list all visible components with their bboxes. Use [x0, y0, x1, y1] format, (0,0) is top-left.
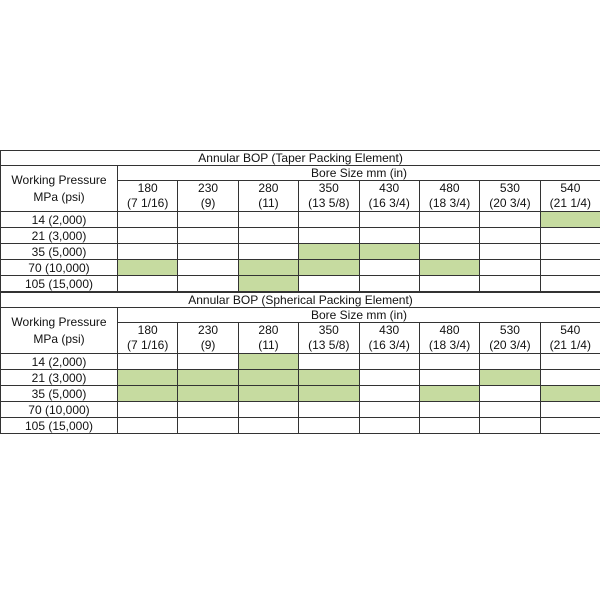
available-cell — [118, 370, 178, 386]
table-row — [1, 260, 600, 276]
empty-cell — [480, 354, 540, 370]
empty-cell — [299, 212, 359, 228]
bore-size-mm: 530 — [499, 323, 520, 337]
bore-size-column-header — [419, 323, 479, 354]
bore-size-in: (16 3/4) — [368, 196, 410, 210]
empty-cell — [238, 212, 298, 228]
empty-cell — [359, 354, 419, 370]
bore-size-in: (11) — [258, 338, 279, 352]
bore-size-column-header — [540, 323, 600, 354]
empty-cell — [480, 418, 540, 434]
table-row — [1, 276, 600, 292]
bore-size-in: (7 1/16) — [127, 338, 169, 352]
bore-size-header: Bore Size mm (in) — [118, 166, 600, 181]
pressure-label: 21 (3,000) — [1, 228, 118, 244]
empty-cell — [419, 402, 479, 418]
bore-size-column-header — [118, 323, 178, 354]
empty-cell — [238, 228, 298, 244]
available-cell — [540, 386, 600, 402]
empty-cell — [540, 370, 600, 386]
bore-size-column-header — [359, 181, 419, 212]
empty-cell — [299, 354, 359, 370]
empty-cell — [359, 276, 419, 292]
empty-cell — [299, 228, 359, 244]
bop-tables — [0, 150, 600, 434]
available-cell — [118, 260, 178, 276]
available-cell — [299, 244, 359, 260]
bore-size-in: (9) — [200, 338, 216, 352]
table-row — [1, 370, 600, 386]
empty-cell — [299, 276, 359, 292]
pressure-label: 105 (15,000) — [1, 418, 118, 434]
available-cell — [118, 386, 178, 402]
empty-cell — [480, 402, 540, 418]
bore-size-column-header — [299, 181, 359, 212]
bore-size-column-header — [419, 181, 479, 212]
available-cell — [480, 370, 540, 386]
empty-cell — [238, 402, 298, 418]
available-cell — [359, 244, 419, 260]
table-row — [1, 228, 600, 244]
available-cell — [299, 370, 359, 386]
table-row — [1, 354, 600, 370]
empty-cell — [178, 228, 238, 244]
empty-cell — [480, 276, 540, 292]
empty-cell — [118, 212, 178, 228]
working-pressure-header-line: MPa (psi) — [33, 331, 85, 346]
available-cell — [419, 386, 479, 402]
bore-size-mm: 530 — [499, 181, 520, 195]
bore-size-mm: 480 — [439, 181, 460, 195]
pressure-label: 105 (15,000) — [1, 276, 118, 292]
empty-cell — [419, 228, 479, 244]
bore-size-in: (18 3/4) — [428, 196, 471, 210]
bop-table — [0, 292, 600, 434]
bore-size-mm: 480 — [439, 323, 460, 337]
empty-cell — [540, 260, 600, 276]
empty-cell — [118, 244, 178, 260]
bore-size-in: (11) — [258, 196, 279, 210]
bore-size-mm: 430 — [379, 323, 400, 337]
empty-cell — [299, 418, 359, 434]
bore-size-mm: 540 — [560, 181, 581, 195]
available-cell — [419, 260, 479, 276]
available-cell — [238, 370, 298, 386]
empty-cell — [178, 276, 238, 292]
bore-size-in: (21 1/4) — [549, 196, 592, 210]
available-cell — [238, 260, 298, 276]
pressure-label: 14 (2,000) — [1, 354, 118, 370]
bore-size-mm: 540 — [560, 323, 581, 337]
empty-cell — [178, 260, 238, 276]
empty-cell — [178, 418, 238, 434]
bore-size-column-header — [540, 181, 600, 212]
working-pressure-header-line: MPa (psi) — [33, 189, 85, 204]
empty-cell — [419, 354, 479, 370]
empty-cell — [419, 276, 479, 292]
empty-cell — [359, 260, 419, 276]
table-row — [1, 244, 600, 260]
bore-size-mm: 430 — [379, 181, 400, 195]
empty-cell — [359, 212, 419, 228]
available-cell — [238, 276, 298, 292]
bore-size-in: (20 3/4) — [489, 196, 531, 210]
working-pressure-header-line: Working Pressure — [11, 314, 107, 329]
bore-size-mm: 230 — [198, 323, 219, 337]
empty-cell — [118, 418, 178, 434]
empty-cell — [419, 370, 479, 386]
table-row — [1, 402, 600, 418]
empty-cell — [540, 354, 600, 370]
bore-size-column-header — [238, 181, 298, 212]
empty-cell — [178, 354, 238, 370]
empty-cell — [359, 370, 419, 386]
bore-size-mm: 350 — [318, 181, 339, 195]
empty-cell — [118, 228, 178, 244]
pressure-label: 35 (5,000) — [1, 244, 118, 260]
bop-table — [0, 150, 600, 292]
available-cell — [238, 354, 298, 370]
empty-cell — [480, 386, 540, 402]
table-row — [1, 212, 600, 228]
bore-size-in: (18 3/4) — [428, 338, 471, 352]
bore-size-column-header — [238, 323, 298, 354]
empty-cell — [480, 260, 540, 276]
empty-cell — [118, 276, 178, 292]
empty-cell — [540, 402, 600, 418]
empty-cell — [359, 418, 419, 434]
empty-cell — [540, 276, 600, 292]
available-cell — [299, 386, 359, 402]
empty-cell — [480, 212, 540, 228]
empty-cell — [480, 228, 540, 244]
bore-size-mm: 180 — [137, 181, 158, 195]
empty-cell — [419, 244, 479, 260]
available-cell — [299, 260, 359, 276]
pressure-label: 21 (3,000) — [1, 370, 118, 386]
bore-size-in: (20 3/4) — [489, 338, 531, 352]
empty-cell — [299, 402, 359, 418]
bore-size-column-header — [359, 323, 419, 354]
empty-cell — [540, 244, 600, 260]
empty-cell — [238, 244, 298, 260]
bore-size-header: Bore Size mm (in) — [118, 308, 600, 323]
bore-size-in: (9) — [200, 196, 216, 210]
table-title: Annular BOP (Taper Packing Element) — [1, 151, 600, 166]
bore-size-in: (7 1/16) — [127, 196, 169, 210]
bore-size-mm: 350 — [318, 323, 339, 337]
empty-cell — [178, 244, 238, 260]
pressure-label: 14 (2,000) — [1, 212, 118, 228]
bore-size-column-header — [178, 323, 238, 354]
bore-size-mm: 230 — [198, 181, 219, 195]
empty-cell — [178, 402, 238, 418]
pressure-label: 35 (5,000) — [1, 386, 118, 402]
pressure-label: 70 (10,000) — [1, 402, 118, 418]
bore-size-column-header — [299, 323, 359, 354]
bore-size-mm: 280 — [258, 181, 279, 195]
empty-cell — [359, 386, 419, 402]
bore-size-in: (13 5/8) — [308, 196, 350, 210]
empty-cell — [540, 228, 600, 244]
empty-cell — [419, 212, 479, 228]
empty-cell — [118, 402, 178, 418]
bore-size-column-header — [178, 181, 238, 212]
empty-cell — [359, 228, 419, 244]
bore-size-column-header — [480, 323, 540, 354]
table-row — [1, 386, 600, 402]
available-cell — [178, 370, 238, 386]
bore-size-column-header — [118, 181, 178, 212]
working-pressure-header-line: Working Pressure — [11, 172, 107, 187]
empty-cell — [178, 212, 238, 228]
working-pressure-header — [1, 166, 118, 212]
table-title: Annular BOP (Spherical Packing Element) — [1, 293, 600, 308]
available-cell — [178, 386, 238, 402]
bore-size-column-header — [480, 181, 540, 212]
bore-size-mm: 180 — [137, 323, 158, 337]
pressure-label: 70 (10,000) — [1, 260, 118, 276]
bore-size-mm: 280 — [258, 323, 279, 337]
empty-cell — [359, 402, 419, 418]
available-cell — [238, 386, 298, 402]
bore-size-in: (13 5/8) — [308, 338, 350, 352]
empty-cell — [118, 354, 178, 370]
empty-cell — [480, 244, 540, 260]
bore-size-in: (21 1/4) — [549, 338, 591, 352]
bore-size-in: (16 3/4) — [368, 338, 410, 352]
working-pressure-header — [1, 308, 118, 354]
available-cell — [540, 212, 600, 228]
empty-cell — [540, 418, 600, 434]
empty-cell — [419, 418, 479, 434]
empty-cell — [238, 418, 298, 434]
table-row — [1, 418, 600, 434]
